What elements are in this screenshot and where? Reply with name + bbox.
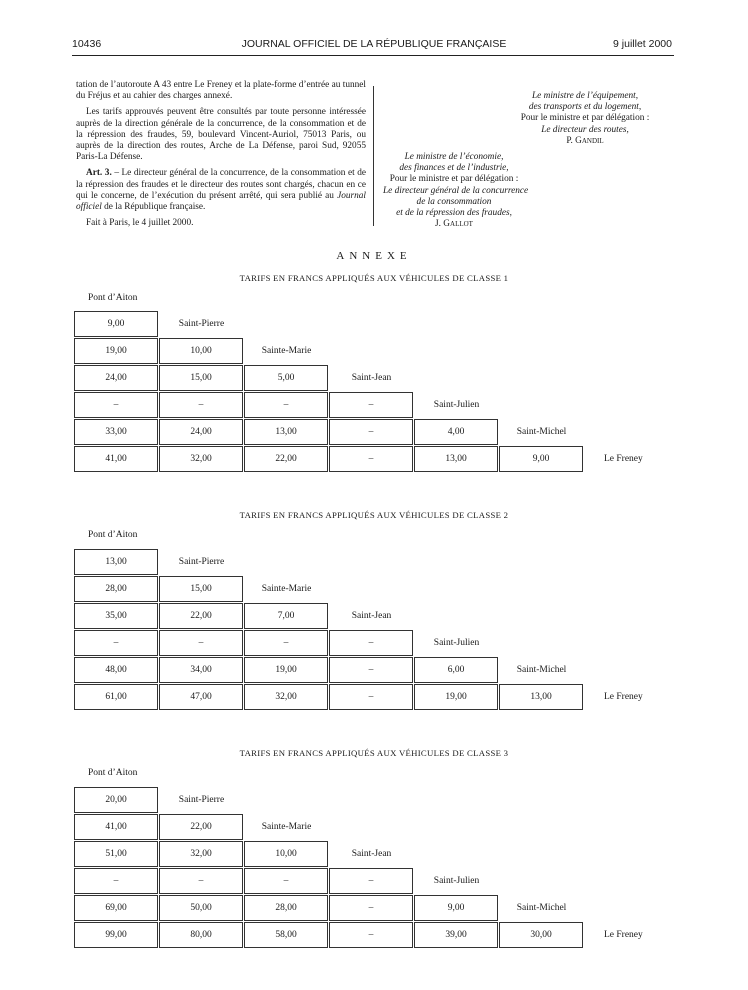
- decree-text-column: [76, 80, 366, 234]
- tariff-cell: –: [159, 630, 243, 656]
- journal-reference: Journal officiel: [76, 190, 366, 213]
- tariff-cell: 28,00: [74, 576, 158, 602]
- station-label: Saint-Pierre: [178, 319, 225, 329]
- destination-label: Le Freney: [604, 692, 643, 702]
- tariff-cell: 99,00: [74, 922, 158, 948]
- tariff-cell: 13,00: [74, 549, 158, 575]
- tariff-cell: –: [74, 392, 158, 418]
- origin-label: Pont d’Aiton: [88, 293, 138, 303]
- signature-line: des transports et du logement,: [528, 102, 642, 113]
- origin-label: Pont d’Aiton: [88, 768, 138, 778]
- signatory-name: J. Gallot: [435, 219, 473, 230]
- tariff-cell: –: [329, 684, 413, 710]
- tariff-cell: 13,00: [244, 419, 328, 445]
- tariff-cell: 24,00: [159, 419, 243, 445]
- table-title-class-2: TARIFS EN FRANCS APPLIQUÉS AUX VÉHICULES DE CLASSE 2: [239, 510, 509, 520]
- tariff-cell: 69,00: [74, 895, 158, 921]
- tariff-cell: 48,00: [74, 657, 158, 683]
- signature-line: de la consommation: [416, 196, 492, 207]
- signature-line: Le ministre de l’économie,: [404, 152, 504, 162]
- signature-block-economie: [383, 152, 529, 230]
- destination-label: Le Freney: [604, 454, 643, 464]
- page-number: 10436: [72, 38, 102, 50]
- tariff-cell: 22,00: [159, 814, 243, 840]
- tariff-cell: –: [244, 630, 328, 656]
- tariff-cell: –: [244, 868, 328, 894]
- tariff-cell: 51,00: [74, 841, 158, 867]
- tariff-cell: 13,00: [414, 446, 498, 472]
- signature-line: Pour le ministre et par délégation :: [520, 113, 650, 124]
- signatory-name: P. Gandil: [566, 135, 604, 146]
- signature-block-equipement: [505, 91, 665, 147]
- tariff-cell: 10,00: [244, 841, 328, 867]
- tariff-grid-class-3: [72, 787, 672, 951]
- station-label: Saint-Julien: [433, 400, 480, 410]
- tariff-cell: 80,00: [159, 922, 243, 948]
- tariff-cell: 15,00: [159, 576, 243, 602]
- tariff-cell: 35,00: [74, 603, 158, 629]
- tariff-cell: 19,00: [414, 684, 498, 710]
- tariff-cell: 34,00: [159, 657, 243, 683]
- signature-line: Le ministre de l’équipement,: [531, 91, 639, 101]
- tariff-cell: 7,00: [244, 603, 328, 629]
- tariff-cell: –: [329, 419, 413, 445]
- paragraph-article-3: [76, 168, 366, 213]
- station-label: Saint-Michel: [516, 427, 567, 437]
- station-label: Saint-Michel: [516, 665, 567, 675]
- signature-line: des finances et de l’industrie,: [399, 163, 509, 174]
- tariff-cell: 32,00: [159, 841, 243, 867]
- paragraph-2: Les tarifs approuvés peuvent être consultés par toute personne intéressée auprès de la direction générale de la concurrence, de la consommation et de la répression des fraudes, 59, boulevard Vincent-Auriol, 75013 Paris, ou auprès de la direction des routes, Arche de La Défense, paroi Sud, 92055 Paris-La Défense.: [76, 107, 366, 163]
- tariff-cell: –: [74, 868, 158, 894]
- station-label: Sainte-Marie: [261, 584, 312, 594]
- station-label: Saint-Michel: [516, 903, 567, 913]
- tariff-cell: 9,00: [499, 446, 583, 472]
- tariff-cell: 9,00: [414, 895, 498, 921]
- tariff-grid-class-2: [72, 549, 672, 713]
- tariff-cell: 39,00: [414, 922, 498, 948]
- tariff-cell: 41,00: [74, 446, 158, 472]
- signature-line: Le directeur général de la concurrence: [383, 185, 529, 196]
- journal-title: JOURNAL OFFICIEL DE LA RÉPUBLIQUE FRANÇAISE: [241, 38, 507, 50]
- tariff-cell: –: [329, 446, 413, 472]
- table-title-class-1: TARIFS EN FRANCS APPLIQUÉS AUX VÉHICULES DE CLASSE 1: [239, 273, 509, 283]
- tariff-cell: 58,00: [244, 922, 328, 948]
- station-label: Saint-Jean: [351, 611, 392, 621]
- destination-label: Le Freney: [604, 930, 643, 940]
- tariff-cell: 13,00: [499, 684, 583, 710]
- tariff-cell: 30,00: [499, 922, 583, 948]
- tariff-cell: 22,00: [159, 603, 243, 629]
- tariff-cell: –: [329, 868, 413, 894]
- tariff-cell: 19,00: [74, 338, 158, 364]
- signing-place-date: Fait à Paris, le 4 juillet 2000.: [86, 218, 194, 229]
- tariff-cell: 32,00: [159, 446, 243, 472]
- table-title-class-3: TARIFS EN FRANCS APPLIQUÉS AUX VÉHICULES DE CLASSE 3: [239, 748, 509, 758]
- article-label: Art. 3.: [86, 168, 112, 179]
- station-label: Saint-Jean: [351, 373, 392, 383]
- tariff-cell: 20,00: [74, 787, 158, 813]
- annexe-heading: ANNEXE: [336, 250, 412, 262]
- signature-line: et de la répression des fraudes,: [396, 208, 512, 219]
- tariff-cell: 28,00: [244, 895, 328, 921]
- tariff-cell: –: [329, 392, 413, 418]
- station-label: Saint-Julien: [433, 638, 480, 648]
- tariff-cell: –: [159, 392, 243, 418]
- signature-line: Le directeur des routes,: [541, 124, 629, 135]
- station-label: Sainte-Marie: [261, 822, 312, 832]
- tariff-cell: 61,00: [74, 684, 158, 710]
- tariff-cell: 5,00: [244, 365, 328, 391]
- station-label: Saint-Julien: [433, 876, 480, 886]
- tariff-cell: –: [329, 657, 413, 683]
- tariff-cell: –: [329, 895, 413, 921]
- station-label: Saint-Pierre: [178, 557, 225, 567]
- tariff-cell: 9,00: [74, 311, 158, 337]
- station-label: Sainte-Marie: [261, 346, 312, 356]
- tariff-cell: –: [329, 630, 413, 656]
- article-text: – Le directeur général de la concurrence, de la consommation et de la répression des fraudes et le directeur des routes sont chargés, chacun en ce qui le concerne, de l’exécution du présent arrêté, qui sera publié au: [76, 168, 367, 201]
- tariff-cell: 41,00: [74, 814, 158, 840]
- tariff-cell: 22,00: [244, 446, 328, 472]
- origin-label: Pont d’Aiton: [88, 530, 138, 540]
- tariff-cell: 19,00: [244, 657, 328, 683]
- tariff-cell: 47,00: [159, 684, 243, 710]
- column-divider: [373, 86, 374, 226]
- tariff-cell: 24,00: [74, 365, 158, 391]
- paragraph-1: tation de l’autoroute A 43 entre Le Freney et la plate-forme d’entrée au tunnel du Fréjus et au cahier des charges annexé.: [76, 80, 366, 102]
- issue-date: 9 juillet 2000: [613, 38, 672, 50]
- tariff-cell: 10,00: [159, 338, 243, 364]
- tariff-cell: 4,00: [414, 419, 498, 445]
- tariff-cell: 50,00: [159, 895, 243, 921]
- tariff-grid-class-1: [72, 311, 672, 475]
- tariff-cell: –: [329, 922, 413, 948]
- tariff-cell: 33,00: [74, 419, 158, 445]
- station-label: Saint-Pierre: [178, 795, 225, 805]
- tariff-cell: –: [159, 868, 243, 894]
- tariff-cell: –: [244, 392, 328, 418]
- tariff-cell: –: [74, 630, 158, 656]
- article-text-end: de la République française.: [101, 202, 206, 213]
- tariff-cell: 6,00: [414, 657, 498, 683]
- tariff-cell: 15,00: [159, 365, 243, 391]
- signature-line: Pour le ministre et par délégation :: [389, 174, 519, 185]
- tariff-cell: 32,00: [244, 684, 328, 710]
- header-rule: [72, 55, 674, 56]
- station-label: Saint-Jean: [351, 849, 392, 859]
